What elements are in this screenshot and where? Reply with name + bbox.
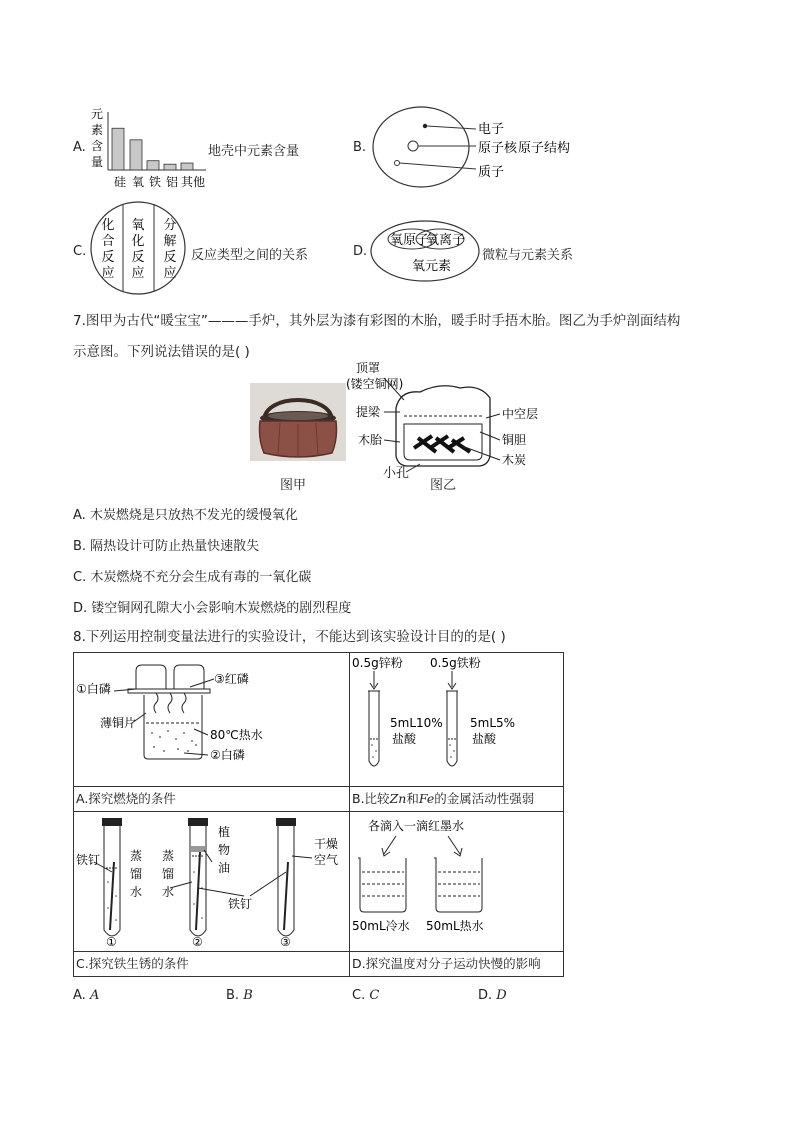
q7-option-c[interactable]: C. 木炭燃烧不充分会生成有毒的一氧化碳 [73,570,312,585]
label-air-char: 空气 [314,853,339,867]
label-top-cover: 顶罩 [356,361,381,375]
label-distilled-char: 水 [162,885,175,899]
label-white-phosphorus-2: ②白磷 [210,748,245,762]
answer-prefix: C. [352,988,370,1003]
label-distilled-char: 馏 [162,867,175,881]
fig-a-caption: 图甲 [280,478,307,493]
label-dry-char: 干燥 [314,837,339,851]
answer-value: A [89,988,100,1003]
reaction-type-diagram [88,200,192,298]
answer-prefix: D. [478,988,497,1003]
atom-structure-diagram [368,105,588,189]
q7-option-d[interactable]: D. 镂空铜网孔隙大小会影响木炭燃烧的剧烈程度 [73,601,352,616]
answer-value: B [243,988,253,1003]
label-acid-10-name: 盐酸 [392,732,417,746]
reaction-col-2-char: 氧 [131,218,145,233]
answer-value: D [496,988,507,1003]
label-red-ink: 各滴入一滴红墨水 [368,819,465,833]
caption-b-fe: Fe [418,791,435,806]
reaction-col-1-char: 反 [101,250,115,265]
reaction-col-3-char: 应 [163,266,177,281]
label-nail-1: 铁钉 [76,853,101,867]
option-b-letter[interactable]: B. [353,140,367,155]
caption-d: D.探究温度对分子运动快慢的影响 [352,956,541,971]
label-oil-char: 油 [218,861,231,875]
cell-c-figure [74,812,350,952]
bar-2 [130,140,142,170]
label-acid-10: 5mL10% [390,716,443,730]
bar-label: 硅 [113,175,127,189]
bar-5 [181,163,193,170]
label-hot-water: 80℃热水 [210,728,263,742]
chart-ylabel-char: 素 [90,123,104,137]
label-oxygen-ion: 氧离子 [426,233,466,248]
cell-d-caption [350,952,564,977]
answer-value: C [369,988,380,1003]
label-electron: 电子 [478,122,505,137]
label-charcoal: 木炭 [502,453,527,467]
q8-answer-b[interactable] [226,988,253,1003]
label-copper-liner: 铜胆 [502,433,527,447]
label-white-phosphorus-1: ①白磷 [76,682,111,696]
chart-ylabel-char: 量 [90,155,104,169]
label-distilled-char: 蒸 [130,849,143,863]
bar-label: 氧 [131,175,145,189]
reaction-col-1-char: 应 [101,266,115,281]
label-acid-5-name: 盐酸 [472,732,497,746]
answer-prefix: A. [73,988,90,1003]
bar-3 [147,161,159,170]
label-hollow-layer: 中空层 [502,407,539,421]
option-c-caption: 反应类型之间的关系 [191,248,309,263]
reaction-col-1-char: 合 [101,234,115,249]
cell-a-figure [74,653,350,787]
caption-a: A.探究燃烧的条件 [76,791,176,806]
caption-b-post: 的金属活动性强弱 [434,791,535,806]
bar-label: 其他 [180,175,206,189]
label-nail-2: 铁钉 [228,897,253,911]
label-nucleus: 原子核 [478,141,518,156]
hand-warmer-photo [250,383,346,461]
label-distilled-char: 馏 [130,867,143,881]
label-distilled-char: 水 [130,885,143,899]
label-oil-char: 物 [218,843,231,857]
label-oil-char: 植 [218,825,231,839]
bar-label: 铁 [148,175,162,189]
bar-4 [164,164,176,170]
label-oxygen-element: 氧元素 [412,259,452,274]
reaction-col-3-char: 反 [163,250,177,265]
label-iron-powder: 0.5g铁粉 [430,656,481,670]
option-a-letter[interactable]: A. [73,140,86,155]
q8-answer-a[interactable] [73,988,99,1003]
cell-b-figure [350,653,564,787]
bar-label: 铝 [165,175,179,189]
cell-b-caption [350,787,564,812]
reaction-col-2-char: 反 [131,250,145,265]
q8-answer-d[interactable] [478,988,507,1003]
element-bar-chart [88,104,208,190]
cell-c-caption [74,952,350,977]
option-a-caption: 地壳中元素含量 [208,144,300,159]
answer-prefix: B. [226,988,244,1003]
caption-b-mid: 和 [406,791,419,806]
cell-d-figure [350,812,564,952]
combustion-experiment-diagram [74,653,349,783]
q7-stem-line1: 7.图甲为古代“暖宝宝”———手炉，其外层为漆有彩图的木胎，暖手时手捂木胎。图乙为手炉剖面结构 [73,313,681,329]
q8-answer-c[interactable] [352,988,379,1003]
caption-c: C.探究铁生锈的条件 [76,956,189,971]
label-hot-water-d: 50mL热水 [426,919,484,933]
label-acid-5: 5mL5% [470,716,516,730]
fig-b-caption: 图乙 [430,478,457,493]
q7-stem-line2: 示意图。下列说法错误的是( ) [73,344,250,360]
reaction-col-1-char: 化 [101,218,115,233]
label-cold-water: 50mL冷水 [352,919,410,933]
chart-ylabel-char: 元 [90,107,104,121]
reaction-col-3-char: 解 [163,234,177,249]
label-oxygen-atom: 氧原子 [390,233,430,248]
cell-a-caption [74,787,350,812]
reaction-col-3-char: 分 [163,218,177,233]
hand-warmer-cross-section [340,360,550,478]
bar-1 [112,128,124,170]
q8-stem: 8.下列运用控制变量法进行的实验设计，不能达到该实验设计目的的是( ) [73,629,506,645]
caption-b-pre: B.比较 [352,791,390,806]
label-small-hole: 小孔 [383,466,410,481]
chart-ylabel-char: 含 [90,139,104,153]
iron-rust-diagram [74,812,349,948]
option-d-caption: 微粒与元素关系 [482,248,574,263]
particle-element-diagram [368,218,488,284]
label-zinc-powder: 0.5g锌粉 [352,656,403,670]
tube-number-1: ① [106,935,117,948]
label-handle: 提梁 [356,405,381,419]
reaction-col-2-char: 化 [131,234,145,249]
label-copper-plate: 薄铜片 [100,716,137,730]
option-c-letter[interactable]: C. [73,244,87,259]
option-d-letter[interactable]: D. [353,244,368,259]
experiment-table [73,652,564,977]
label-distilled-char: 蒸 [162,849,175,863]
caption-b [350,787,563,811]
label-atom-structure: 原子结构 [518,141,571,156]
label-proton: 质子 [478,165,505,180]
caption-b-zn: Zn [389,791,407,806]
tube-number-2: ② [192,935,203,948]
q7-option-b[interactable]: B. 隔热设计可防止热量快速散失 [73,539,260,554]
label-red-phosphorus: ③红磷 [214,672,249,686]
molecular-motion-diagram [350,812,563,948]
tube-number-3: ③ [280,935,291,948]
metal-activity-diagram [350,653,563,783]
reaction-col-2-char: 应 [131,266,145,281]
q7-option-a[interactable]: A. 木炭燃烧是只放热不发光的缓慢氧化 [73,508,298,523]
label-top-cover-mesh: (镂空铜网) [346,377,404,391]
label-wood: 木胎 [358,433,383,447]
